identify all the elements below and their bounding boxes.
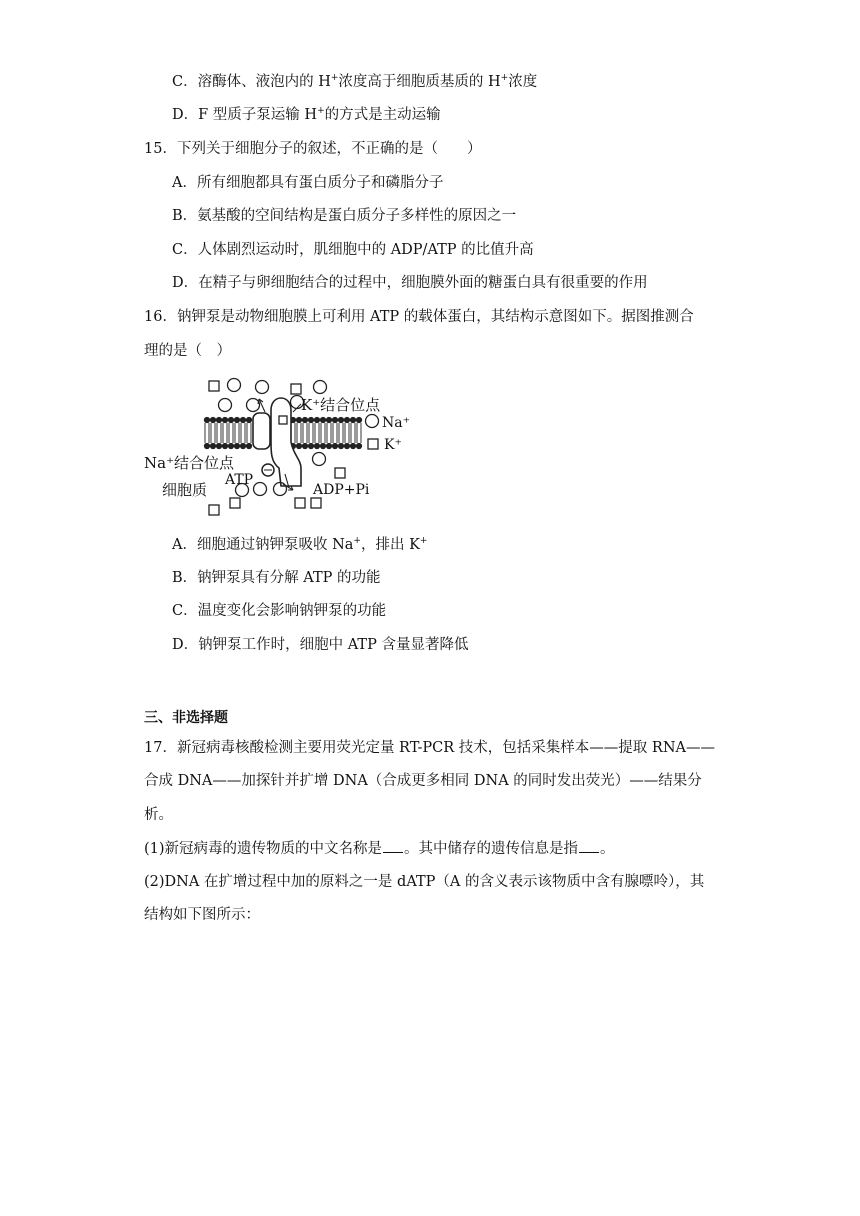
q17-stem-line3: 析。: [144, 807, 173, 823]
q14-option-c: [172, 72, 537, 92]
q17-stem-line1: 17．新冠病毒核酸检测主要用荧光定量 RT-PCR 技术，包括采集样本——提取 RNA——: [144, 740, 715, 756]
na-ion-circle: [256, 381, 269, 394]
k-ion-square: [335, 468, 345, 478]
pump-protein-main: [271, 398, 301, 486]
na-ion-circle: [219, 399, 232, 412]
superscript-plus: +: [353, 536, 361, 546]
q16-option-b: B．钠钾泵具有分解 ATP 的功能: [172, 570, 381, 586]
answer-blank[interactable]: [383, 838, 403, 853]
k-ion-square: [209, 381, 219, 391]
na-ion-circle: [314, 381, 327, 394]
na-ion-circle: [228, 379, 241, 392]
q14-option-c-text-3: 浓度: [508, 74, 538, 90]
q15-option-a: A．所有细胞都具有蛋白质分子和磷脂分子: [172, 175, 444, 191]
q14-option-d-text-1: D．F 型质子泵运输 H: [172, 107, 318, 123]
q15-option-d: D．在精子与卵细胞结合的过程中，细胞膜外面的糖蛋白具有很重要的作用: [172, 275, 648, 291]
q16-stem-line1: 16．钠钾泵是动物细胞膜上可利用 ATP 的载体蛋白，其结构示意图如下。据图推测合: [144, 309, 694, 325]
na-ion-circle: [274, 483, 287, 496]
k-ion-square: [291, 384, 301, 394]
q15-option-b: B．氨基酸的空间结构是蛋白质分子多样性的原因之一: [172, 208, 517, 224]
q14-option-d-text-2: 的方式是主动运输: [324, 107, 441, 123]
superscript-plus: +: [500, 73, 509, 83]
k-ion-square: [230, 498, 240, 508]
pump-protein-left-subunit: [253, 413, 270, 449]
superscript-plus: +: [419, 536, 428, 546]
q16-option-c: C．温度变化会影响钠钾泵的功能: [172, 603, 387, 619]
q17-part1: [144, 838, 615, 859]
q17-part2-line2: 结构如下图所示：: [144, 907, 260, 923]
q16-option-a-text-1: A．细胞通过钠钾泵吸收 Na: [172, 537, 354, 553]
q16-option-a: [172, 535, 427, 555]
legend-k-label: K⁺: [384, 437, 402, 453]
k-ion-square: [209, 505, 219, 515]
q16-option-d: D．钠钾泵工作时，细胞中 ATP 含量显著降低: [172, 637, 469, 653]
atp-label: ATP: [225, 472, 254, 488]
q14-option-c-text-2: 浓度高于细胞质基质的 H: [338, 74, 501, 90]
adp-pi-label: ADP+Pi: [313, 482, 370, 498]
legend-k-square: [368, 439, 378, 449]
q17-stem-line2: 合成 DNA——加探针并扩增 DNA（合成更多相同 DNA 的同时发出荧光）——结果分: [144, 773, 702, 789]
k-ion-square: [295, 498, 305, 508]
na-binding-site-label: Na⁺结合位点: [144, 454, 234, 472]
na-ion-circle: [313, 453, 326, 466]
superscript-plus: +: [317, 106, 325, 116]
q17-part1-text-2: 。其中储存的遗传信息是指: [404, 841, 579, 857]
q15-stem: 15．下列关于细胞分子的叙述，不正确的是（ ）: [144, 141, 482, 157]
na-ion-circle: [254, 483, 267, 496]
q16-stem-line2: 理的是（ ）: [144, 343, 231, 359]
q16-option-a-text-2: ，排出 K: [360, 537, 420, 553]
legend-na-circle: [366, 415, 379, 428]
q15-option-c: C．人体剧烈运动时，肌细胞中的 ADP/ATP 的比值升高: [172, 242, 534, 258]
q17-part2-line1: (2)DNA 在扩增过程中加的原料之一是 dATP（A 的含义表示该物质中含有腺嘌呤），其: [144, 874, 705, 890]
k-binding-site-label: K⁺结合位点: [301, 396, 381, 414]
na-ion-circle: [247, 399, 260, 412]
q17-part1-text-1: (1)新冠病毒的遗传物质的中文名称是: [144, 841, 383, 857]
answer-blank[interactable]: [579, 838, 599, 853]
superscript-plus: +: [330, 73, 339, 83]
legend-na-label: Na⁺: [382, 415, 410, 431]
sodium-potassium-pump-diagram: [143, 372, 415, 518]
k-ion-square: [311, 498, 321, 508]
cytoplasm-label: 细胞质: [162, 481, 208, 499]
q14-option-d: [172, 105, 441, 125]
section-heading: 三、非选择题: [144, 710, 228, 726]
q17-part1-text-3: 。: [600, 841, 615, 857]
q14-option-c-text-1: C．溶酶体、液泡内的 H: [172, 74, 331, 90]
